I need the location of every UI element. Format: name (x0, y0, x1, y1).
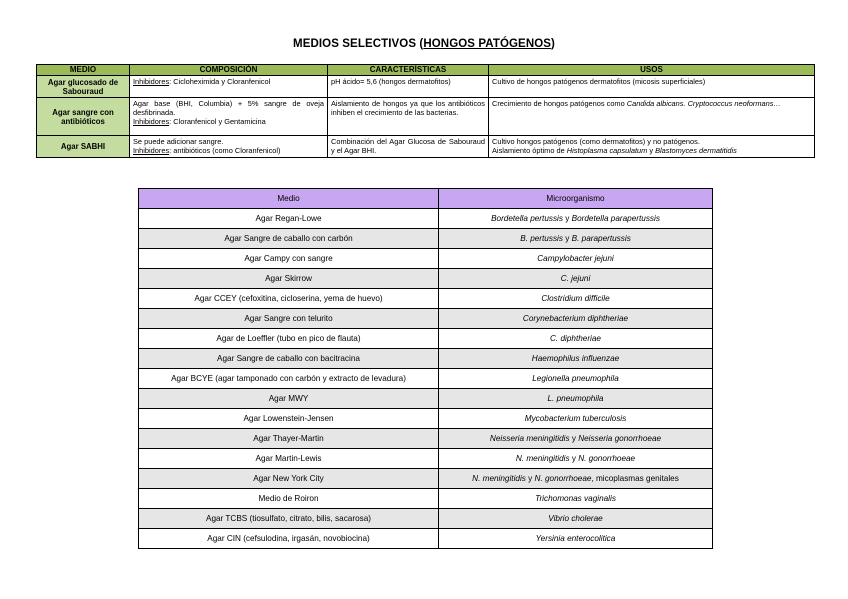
medio-cell: Agar New York City (139, 469, 439, 489)
microorganismo-text: y (569, 454, 579, 463)
table-header-row (139, 189, 713, 209)
organism-name: Bordetella pertussis (491, 214, 563, 223)
microorganismo-cell (439, 349, 713, 369)
medio-cell: Agar Skirrow (139, 269, 439, 289)
title-underlined: HONGOS PATÓGENOS (423, 38, 552, 50)
usos-cell (489, 98, 815, 136)
usos-cell: Cultivo de hongos patógenos dermatofitos (micosis superficiales) (489, 76, 815, 98)
organism-name: B. pertussis (520, 234, 563, 243)
table-row (139, 489, 713, 509)
usos-text: Cultivo hongos patógenos (como dermatofitos) y no patógenos. (492, 137, 700, 146)
organism-name: Corynebacterium diphtheriae (522, 314, 629, 323)
header-usos: USOS (489, 65, 815, 76)
medio-cell: Agar de Loeffler (tubo en pico de flauta) (139, 329, 439, 349)
composicion-text: Agar base (BHI, Columbia) + 5% sangre de oveja desfibrinada. (133, 99, 324, 117)
table-row (139, 369, 713, 389)
medio-cell: Agar Lowenstein-Jensen (139, 409, 439, 429)
organism-name: B. parapertussis (571, 234, 631, 243)
microorganismo-cell (439, 489, 713, 509)
medio-cell: Agar Sangre de caballo con bacitracina (139, 349, 439, 369)
table-row (139, 229, 713, 249)
table-row (139, 529, 713, 549)
medio-cell: Agar BCYE (agar tamponado con carbón y extracto de levadura) (139, 369, 439, 389)
composicion-cell (130, 76, 328, 98)
caracteristicas-cell: pH ácido= 5,6 (hongos dermatofitos) (328, 76, 489, 98)
table-row (139, 349, 713, 369)
organism-name: Mycobacterium tuberculosis (524, 414, 627, 423)
microorganismo-cell (439, 529, 713, 549)
title-prefix: MEDIOS SELECTIVOS ( (293, 38, 424, 50)
header-microorganismo: Microorganismo (439, 189, 713, 209)
header-medio: Medio (139, 189, 439, 209)
organism-name: N. gonorrhoeae (578, 454, 636, 463)
microorganismo-text: y (562, 234, 572, 243)
table-row (139, 469, 713, 489)
organism-name: N. meningitidis (472, 474, 526, 483)
usos-conjunction: y (647, 146, 656, 155)
microorganismo-text: , micoplasmas genitales (591, 474, 679, 483)
medio-cell: Medio de Roiron (139, 489, 439, 509)
table-row (139, 269, 713, 289)
composicion-text: : Cicloheximida y Cloranfenicol (169, 77, 271, 86)
composicion-text: : Cloranfenicol y Gentamicina (169, 117, 266, 126)
medio-cell: Agar Martin-Lewis (139, 449, 439, 469)
table-row (139, 329, 713, 349)
microorganismo-text: y (569, 434, 579, 443)
microorganismo-cell (439, 429, 713, 449)
microorganismo-text: y (562, 214, 572, 223)
table-row (139, 509, 713, 529)
microorganismo-cell (439, 229, 713, 249)
microorganismo-cell (439, 389, 713, 409)
table-row (139, 289, 713, 309)
table-row (139, 209, 713, 229)
title-suffix: ) (551, 38, 555, 50)
medio-cell: Agar sangre con antibióticos (37, 98, 130, 136)
medio-cell: Agar CIN (cefsulodina, irgasán, novobiocina) (139, 529, 439, 549)
header-caracteristicas: CARACTERÍSTICAS (328, 65, 489, 76)
table-row (139, 429, 713, 449)
organism-name: Yersinia enterocolitica (535, 534, 616, 543)
organism-name: C. diphtheriae (550, 334, 601, 343)
medio-cell: Agar SABHI (37, 136, 130, 158)
table-header-row (37, 65, 815, 76)
microorganismo-cell (439, 249, 713, 269)
usos-cell (489, 136, 815, 158)
organism-name: Neisseria meningitidis (489, 434, 570, 443)
medio-cell: Agar MWY (139, 389, 439, 409)
selective-media-fungi-table (36, 64, 815, 158)
composicion-cell (130, 98, 328, 136)
microorganismo-cell (439, 509, 713, 529)
medio-cell: Agar TCBS (tiosulfato, citrato, bilis, sacarosa) (139, 509, 439, 529)
table-row (139, 389, 713, 409)
composicion-text: Se puede adicionar sangre. (133, 137, 224, 146)
caracteristicas-cell: Combinación del Agar Glucosa de Sabouraud y el Agar BHI. (328, 136, 489, 158)
medio-cell: Agar Thayer-Martin (139, 429, 439, 449)
microorganismo-cell (439, 329, 713, 349)
organism-name: Neisseria gonorrhoeae (578, 434, 662, 443)
header-composicion: COMPOSICIÓN (130, 65, 328, 76)
medio-cell: Agar Sangre de caballo con carbón (139, 229, 439, 249)
organism-name: N. meningitidis (515, 454, 570, 463)
inhibidores-label: Inhibidores (133, 117, 170, 126)
usos-text: Crecimiento de hongos patógenos como (492, 99, 627, 108)
header-medio: MEDIO (37, 65, 130, 76)
composicion-text: : antibióticos (como Cloranfenicol) (169, 146, 281, 155)
table-row (37, 98, 815, 136)
table-row (37, 76, 815, 98)
table-row (139, 409, 713, 429)
organism-name: Haemophilus influenzae (531, 354, 620, 363)
inhibidores-label: Inhibidores (133, 146, 170, 155)
page-title (0, 38, 848, 50)
medio-cell: Agar glucosado de Sabouraud (37, 76, 130, 98)
microorganismo-cell (439, 309, 713, 329)
microorganismo-text: y (525, 474, 535, 483)
microorganismo-cell (439, 449, 713, 469)
usos-organism: Histoplasma capsulatum (566, 146, 648, 155)
medio-cell: Agar CCEY (cefoxitina, cicloserina, yema de huevo) (139, 289, 439, 309)
medio-cell: Agar Campy con sangre (139, 249, 439, 269)
microorganismo-cell (439, 369, 713, 389)
organism-name: Clostridium difficile (541, 294, 610, 303)
usos-organism: Candida albicans. Cryptococcus neoformans… (626, 99, 781, 108)
table-row (139, 249, 713, 269)
organism-name: Legionella pneumophila (532, 374, 619, 383)
microorganismo-cell (439, 409, 713, 429)
organism-name: Trichomonas vaginalis (535, 494, 616, 503)
organism-name: L. pneumophila (547, 394, 604, 403)
inhibidores-label: Inhibidores (133, 77, 170, 86)
usos-text: Aislamiento óptimo de (492, 146, 567, 155)
microorganismo-cell (439, 289, 713, 309)
organism-name: Bordetella parapertussis (571, 214, 660, 223)
organism-name: Campylobacter jejuni (537, 254, 614, 263)
microorganismo-cell (439, 269, 713, 289)
organism-name: C. jejuni (560, 274, 591, 283)
media-microorganism-table (138, 188, 713, 549)
table-row (139, 449, 713, 469)
medio-cell: Agar Sangre con telurito (139, 309, 439, 329)
caracteristicas-cell: Aislamiento de hongos ya que los antibióticos inhiben el crecimiento de las bacterias. (328, 98, 489, 136)
composicion-cell (130, 136, 328, 158)
medio-cell: Agar Regan-Lowe (139, 209, 439, 229)
table-row (37, 136, 815, 158)
organism-name: Vibrio cholerae (548, 514, 603, 523)
microorganismo-cell (439, 469, 713, 489)
microorganismo-cell (439, 209, 713, 229)
organism-name: N. gonorrhoeae (534, 474, 592, 483)
usos-organism: Blastomyces dermatitidis (655, 146, 737, 155)
table-row (139, 309, 713, 329)
